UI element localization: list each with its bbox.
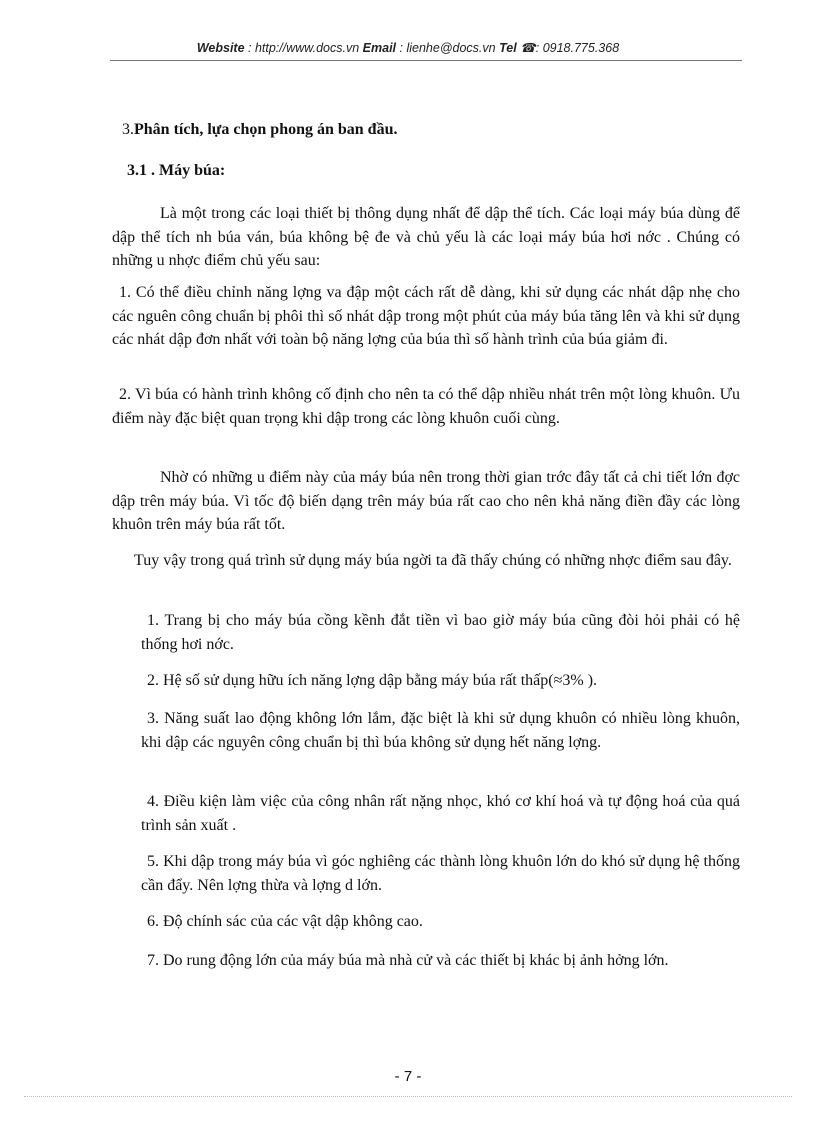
tel-label: Tel — [499, 41, 517, 55]
advantage-2-paragraph: 2. Vì búa có hành trình không cố định cho nên ta có thể dập nhiều nhát trên một lòng khuôn. Ưu điểm này đặc biệt quan trọng khi dập trong các lòng khuôn cuối cùng. — [112, 386, 740, 427]
drawback-item: 6. Độ chính sác của các vật dập không cao. — [147, 913, 423, 930]
email-label: Email — [362, 41, 397, 55]
page-number: - 7 - — [394, 1068, 422, 1085]
drawback-item: 2. Hệ số sử dụng hữu ích năng lợng dập bằng máy búa rất thấp(≈3% ). — [147, 672, 598, 689]
website-value: : http://www.docs.vn — [248, 41, 360, 55]
drawbacks-intro-paragraph: Tuy vậy trong quá trình sử dụng máy búa ngời ta đã thấy chúng có những nhợc điểm sau đây. — [134, 552, 732, 569]
intro-paragraph: Là một trong các loại thiết bị thông dụng nhất để dập thể tích. Các loại máy búa dùng để dập thể tích nh búa ván, búa không bệ đe và chủ yếu là các loại máy búa hơi nớc . Chúng có những u nhợc điểm chủ yếu sau: — [112, 205, 740, 269]
drawback-item: 5. Khi dập trong máy búa vì góc nghiêng các thành lòng khuôn lớn do khó sử dụng hệ thống cần đẩy. Nên lợng thừa và lợng d lớn. — [141, 853, 740, 894]
page-header — [0, 40, 816, 55]
header-divider — [110, 60, 742, 61]
footer-divider — [24, 1096, 792, 1097]
section-heading — [122, 121, 397, 139]
summary-paragraph: Nhờ có những u điểm này của máy búa nên trong thời gian trớc đây tất cả chi tiết lớn đợc dập trên máy búa. Vì tốc độ biến dạng trên máy búa rất cao cho nên khả năng điền đầy các lòng khuôn trên máy búa rất tốt. — [112, 469, 740, 533]
section-number: 3. — [122, 121, 134, 138]
website-label: Website — [196, 41, 245, 55]
drawback-item: 4. Điều kiện làm việc của công nhân rất nặng nhọc, khó cơ khí hoá và tự động hoá của quá trình sản xuất . — [141, 793, 740, 834]
tel-value: : 0918.775.368 — [535, 41, 620, 55]
drawback-item: 7. Do rung động lớn của máy búa mà nhà cử và các thiết bị khác bị ảnh hởng lớn. — [147, 952, 669, 969]
drawback-item: 3. Năng suất lao động không lớn lắm, đặc biệt là khi sử dụng khuôn có nhiều lòng khuôn, khi dập các nguyên công chuẩn bị thì búa không sử dụng hết năng lợng. — [141, 710, 740, 751]
advantage-1-paragraph: 1. Có thể điều chỉnh năng lợng va đập một cách rất dễ dàng, khi sử dụng các nhát dập nhẹ cho các nguên công chuẩn bị phôi thì số nhát dập trong một phút của máy búa tăng lên và khi sử dụng các nhát dập đơn nhất với toàn bộ năng lợng của búa thì số hành trình của búa giảm đi. — [112, 284, 740, 348]
email-value: : lienhe@docs.vn — [399, 41, 496, 55]
drawback-item: 1. Trang bị cho máy búa cồng kềnh đắt tiền vì bao giờ máy búa cũng đòi hỏi phải có hệ thống hơi nớc. — [141, 612, 740, 653]
phone-icon: ☎ — [520, 41, 536, 55]
subsection-heading: 3.1 . Máy búa: — [127, 162, 226, 179]
section-title: Phân tích, lựa chọn phong án ban đầu. — [134, 121, 398, 138]
